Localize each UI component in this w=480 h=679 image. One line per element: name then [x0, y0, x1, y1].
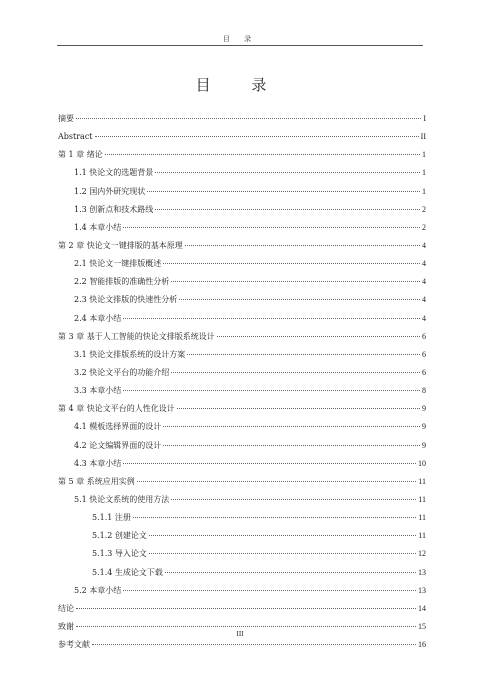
- toc-entry-page: 6: [422, 331, 426, 341]
- toc-dot-leader: [123, 318, 420, 319]
- running-header: 目 录: [222, 35, 258, 43]
- toc-entry[interactable]: [58, 509, 426, 527]
- toc-entry-title: 2.3 快论文排版的快速性分析: [74, 295, 178, 305]
- toc-entry[interactable]: [58, 164, 426, 182]
- toc-dot-leader: [155, 172, 420, 173]
- toc-entry-title: 2.2 智能排版的准确性分析: [74, 277, 170, 287]
- toc-entry-page: 6: [422, 349, 426, 359]
- toc-entry-title: 4.1 模板选择界面的设计: [74, 422, 162, 432]
- toc-entry[interactable]: [58, 437, 426, 455]
- toc-entry[interactable]: [58, 310, 426, 328]
- toc-entry-page: II: [420, 132, 426, 142]
- toc-entry[interactable]: [58, 473, 426, 491]
- toc-entry-title: 第 2 章 快论文一键排版的基本原理: [58, 240, 183, 250]
- toc-dot-leader: [123, 463, 416, 464]
- toc-entry[interactable]: [58, 564, 426, 582]
- toc-entry[interactable]: [58, 527, 426, 545]
- toc-entry-title: 5.1.2 创建论文: [92, 531, 147, 541]
- toc-entry-page: 4: [422, 259, 426, 269]
- toc-entry[interactable]: [58, 582, 426, 600]
- toc-entry-title: 4.2 论文编辑界面的设计: [74, 440, 162, 450]
- toc-entry-page: 4: [422, 295, 426, 305]
- toc-entry[interactable]: [58, 636, 426, 654]
- toc-entry-page: 10: [418, 458, 426, 468]
- toc-dot-leader: [105, 154, 420, 155]
- toc-entry-title: 5.2 本章小结: [74, 585, 122, 595]
- toc-entry[interactable]: [58, 146, 426, 164]
- toc-entry-title: 1.3 创新点和技术路线: [74, 204, 154, 214]
- toc-dot-leader: [95, 136, 419, 137]
- toc-entry-page: 11: [418, 513, 426, 523]
- toc-entry[interactable]: [58, 328, 426, 346]
- toc-entry-title: 第 5 章 系统应用实例: [58, 476, 135, 486]
- header-rule: [57, 45, 423, 46]
- toc-entry-page: 9: [422, 422, 426, 432]
- toc-dot-leader: [185, 245, 420, 246]
- toc-entry-page: 13: [418, 585, 426, 595]
- toc-dot-leader: [163, 263, 420, 264]
- toc-dot-leader: [171, 281, 420, 282]
- toc-entry[interactable]: [58, 128, 426, 146]
- toc-dot-leader: [149, 553, 416, 554]
- toc-entry-page: 1: [422, 186, 426, 196]
- toc-entry-page: 14: [418, 603, 426, 613]
- toc-dot-leader: [76, 626, 416, 627]
- toc-entry-title: 5.1 快论文系统的使用方法: [74, 494, 170, 504]
- toc-entry-page: 12: [418, 549, 426, 559]
- toc-entry[interactable]: [58, 418, 426, 436]
- toc-entry-title: 5.1.3 导入论文: [92, 549, 147, 559]
- toc-dot-leader: [217, 336, 420, 337]
- toc-entry-page: 11: [418, 494, 426, 504]
- toc-entry-page: 4: [422, 313, 426, 323]
- toc-dot-leader: [171, 372, 420, 373]
- toc-entry-page: 9: [422, 404, 426, 414]
- toc-entry[interactable]: [58, 346, 426, 364]
- toc-entry-page: 11: [418, 531, 426, 541]
- toc-dot-leader: [165, 572, 416, 573]
- toc-entry-title: 3.2 快论文平台的功能介绍: [74, 367, 170, 377]
- toc-dot-leader: [76, 118, 421, 119]
- toc-entry-page: 4: [422, 277, 426, 287]
- toc-entry[interactable]: [58, 273, 426, 291]
- toc-entry-title: 2.1 快论文一键排版概述: [74, 259, 162, 269]
- toc-entry[interactable]: [58, 455, 426, 473]
- toc-entry-title: 5.1.4 生成论文下载: [92, 567, 163, 577]
- toc-dot-leader: [92, 644, 416, 645]
- toc-dot-leader: [149, 535, 416, 536]
- toc-entry-page: 15: [418, 621, 426, 631]
- toc-entry-title: 致谢: [58, 621, 74, 631]
- toc-entry-page: 1: [422, 168, 426, 178]
- toc-dot-leader: [155, 209, 420, 210]
- toc-dot-leader: [163, 445, 420, 446]
- toc-entry-page: 1: [422, 150, 426, 160]
- toc-entry-title: 4.3 本章小结: [74, 458, 122, 468]
- toc-entry[interactable]: [58, 382, 426, 400]
- toc-dot-leader: [177, 408, 420, 409]
- toc-entry-title: 1.4 本章小结: [74, 222, 122, 232]
- toc-dot-leader: [76, 608, 416, 609]
- toc-entry[interactable]: [58, 219, 426, 237]
- toc-entry-title: 3.3 本章小结: [74, 386, 122, 396]
- toc-entry-page: 6: [422, 367, 426, 377]
- toc-entry[interactable]: [58, 600, 426, 618]
- toc-dot-leader: [187, 354, 420, 355]
- toc-entry-title: 1.1 快论文的选题背景: [74, 168, 154, 178]
- toc-entry-title: 参考文献: [58, 640, 90, 650]
- toc-entry-title: 第 1 章 绪论: [58, 150, 103, 160]
- toc-entry-title: 第 4 章 快论文平台的人性化设计: [58, 404, 175, 414]
- toc-dot-leader: [123, 590, 416, 591]
- toc-entry-page: 11: [418, 476, 426, 486]
- toc-dot-leader: [171, 499, 416, 500]
- toc-entry-title: 5.1.1 注册: [92, 513, 131, 523]
- toc-dot-leader: [137, 481, 417, 482]
- toc-dot-leader: [163, 426, 420, 427]
- toc-entry-title: 1.2 国内外研究现状: [74, 186, 146, 196]
- toc-entry-page: 8: [422, 386, 426, 396]
- toc-dot-leader: [123, 390, 420, 391]
- toc-entry-title: 3.1 快论文排版系统的设计方案: [74, 349, 186, 359]
- toc-entry-page: 2: [422, 204, 426, 214]
- toc-entry[interactable]: [58, 364, 426, 382]
- toc-entry[interactable]: [58, 110, 426, 128]
- toc-entry[interactable]: [58, 255, 426, 273]
- toc-entry-title: Abstract: [58, 132, 93, 142]
- toc-entry-title: 摘要: [58, 114, 74, 123]
- toc-dot-leader: [147, 191, 420, 192]
- toc-entry[interactable]: [58, 545, 426, 563]
- toc-dot-leader: [133, 517, 416, 518]
- toc-dot-leader: [123, 227, 420, 228]
- toc-entry-title: 2.4 本章小结: [74, 313, 122, 323]
- toc-entry[interactable]: [58, 491, 426, 509]
- toc-entry-title: 结论: [58, 603, 74, 613]
- toc-entry-page: I: [423, 114, 426, 123]
- toc-entry-page: 16: [418, 640, 426, 650]
- toc-dot-leader: [179, 299, 420, 300]
- page-title: 目 录: [195, 76, 285, 94]
- page-number: III: [236, 630, 244, 638]
- toc-entry-title: 第 3 章 基于人工智能的快论文排版系统设计: [58, 331, 215, 341]
- toc-entry[interactable]: [58, 400, 426, 418]
- toc-entry[interactable]: [58, 201, 426, 219]
- toc-entry-page: 13: [418, 567, 426, 577]
- toc-entry[interactable]: [58, 237, 426, 255]
- table-of-contents: [58, 110, 426, 654]
- toc-entry[interactable]: [58, 291, 426, 309]
- toc-entry-page: 2: [422, 222, 426, 232]
- toc-entry-page: 4: [422, 240, 426, 250]
- toc-entry-page: 9: [422, 440, 426, 450]
- toc-entry[interactable]: [58, 183, 426, 201]
